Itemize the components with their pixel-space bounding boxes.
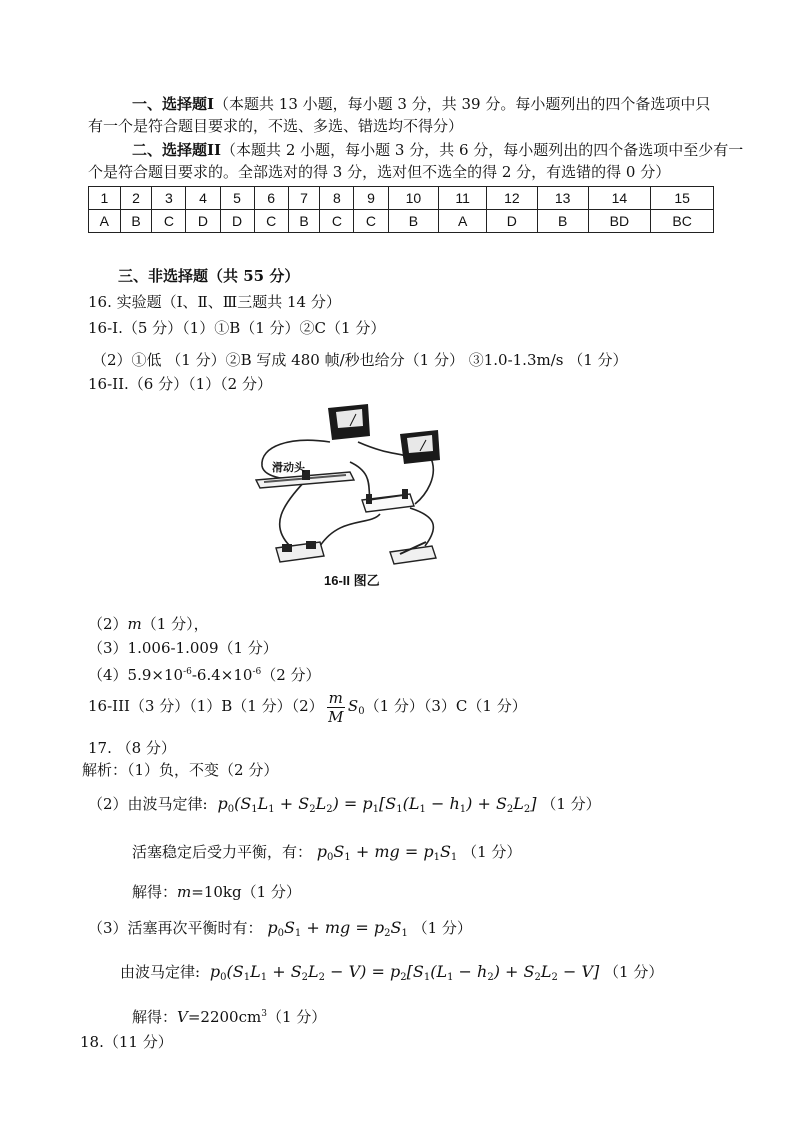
answer-choice-cell: C — [320, 210, 354, 233]
meter-2-icon — [400, 430, 440, 464]
q17-a2-equation: $p_0(S_1L_1 + S_2L_2) = p_1[S_1(L_1 - h_1) + S_2L_2]$ — [212, 794, 537, 815]
q17-answer-2 — [88, 794, 601, 820]
section-2-desc-line2: 个是符合题目要求的。全部选对的得 3 分，选对但不选全的得 2 分，有选错的得 0 分） — [88, 163, 671, 181]
q17-a7-score: （1 分） — [266, 1008, 327, 1026]
q17-answer-6 — [120, 962, 663, 988]
answer-number-cell: 6 — [254, 187, 288, 210]
answer-table-number-row — [89, 187, 714, 210]
wire-5 — [320, 514, 380, 546]
answer-choice-cell: C — [354, 210, 388, 233]
meter-1-icon — [328, 404, 370, 440]
answer-choice-cell: C — [254, 210, 288, 233]
q16-iii-s-sub: 0 — [358, 706, 365, 717]
wire-7 — [415, 456, 433, 504]
wire-6 — [410, 508, 433, 546]
answer-choice-cell: A — [439, 210, 487, 233]
answer-number-cell: 7 — [288, 187, 320, 210]
q17-a3-equation: $p_0S_1$ + mg = $p_1S_1$ — [316, 842, 458, 863]
q16-ii-2-var: m — [127, 615, 142, 633]
switch-icon — [390, 542, 436, 564]
answer-number-cell: 11 — [439, 187, 487, 210]
circuit-diagram — [250, 396, 450, 568]
battery-icon — [276, 541, 324, 562]
q17-a2-label: （2）由波马定律: — [88, 795, 208, 813]
q16-i-line1: 16-I.（5 分）（1）①B（1 分）②C（1 分） — [88, 319, 386, 337]
answer-number-cell: 3 — [152, 187, 186, 210]
section-1-desc-line1: （本题共 13 小题，每小题 3 分，共 39 分。每小题列出的四个备选项中只 — [214, 95, 711, 113]
answer-number-cell: 14 — [588, 187, 651, 210]
answer-table-choice-row — [89, 210, 714, 233]
q17-a7-var: V — [177, 1008, 188, 1026]
q17-a3-label: 活塞稳定后受力平衡，有： — [132, 843, 313, 861]
q17-answer-4 — [132, 882, 301, 902]
q17-answer-1: 解析：（1）负，不变（2 分） — [82, 761, 279, 779]
q16-iii-s: S — [347, 697, 359, 715]
answer-number-cell: 10 — [388, 187, 439, 210]
answer-number-cell: 12 — [486, 187, 537, 210]
answer-choice-cell: B — [120, 210, 152, 233]
q17-a5-equation: $p_0S_1$ + mg = $p_2S_1$ — [267, 918, 408, 939]
section-3-title: 三、非选择题（共 55 分） — [118, 267, 300, 285]
q17-a2-score: （1 分） — [541, 795, 601, 813]
figure-caption: 16-II 图乙 — [324, 573, 380, 588]
answer-choice-cell: B — [288, 210, 320, 233]
fraction-numerator: m — [328, 688, 343, 707]
answer-number-cell: 1 — [89, 187, 121, 210]
section-2-heading — [132, 140, 743, 160]
q17-answer-3 — [132, 842, 521, 868]
q16-ii-line1: 16-II.（6 分）（1）（2 分） — [88, 375, 272, 393]
answer-table — [88, 186, 714, 233]
answer-number-cell: 13 — [537, 187, 588, 210]
answer-choice-cell: BD — [588, 210, 651, 233]
section-1-title: 一、选择题I — [132, 95, 215, 113]
q16-ii-2-score: （1 分）， — [141, 615, 209, 633]
q17-a6-score: （1 分） — [604, 963, 664, 981]
q17-a4-var: m — [177, 883, 192, 901]
q16-iii-suffix: （1 分）（3）C（1 分） — [364, 697, 527, 715]
q17-answer-5 — [88, 918, 472, 944]
answer-number-cell: 8 — [320, 187, 354, 210]
answer-number-cell: 15 — [651, 187, 714, 210]
answer-choice-cell: C — [152, 210, 186, 233]
q16-ii-4-score: （2 分） — [261, 666, 321, 684]
answer-number-cell: 5 — [220, 187, 254, 210]
q16-iii — [88, 686, 527, 732]
q17-a4-prefix: 解得： — [132, 883, 178, 901]
answer-choice-cell: BC — [651, 210, 714, 233]
section-2-title: 二、选择题II — [132, 141, 222, 159]
q17-header: 17. （8 分） — [88, 739, 176, 757]
slider-label: 滑动头 — [272, 462, 305, 474]
answer-number-cell: 2 — [120, 187, 152, 210]
q16-ii-4-exp1: -6 — [183, 667, 192, 677]
q18-header: 18.（11 分） — [80, 1033, 173, 1051]
q16-header: 16. 实验题（Ⅰ、Ⅱ、Ⅲ三题共 14 分） — [88, 293, 341, 311]
q16-ii-4 — [88, 662, 321, 685]
answer-number-cell: 4 — [186, 187, 220, 210]
q16-ii-2-prefix: （2） — [88, 615, 128, 633]
q17-answer-7 — [132, 1004, 326, 1027]
q17-a7-value: =2200cm — [187, 1008, 262, 1026]
q16-ii-2 — [88, 614, 209, 634]
answer-choice-cell: D — [186, 210, 220, 233]
q17-a7-exp: 3 — [261, 1009, 267, 1019]
section-2-desc-line1: （本题共 2 小题，每小题 3 分，共 6 分，每小题列出的四个备选项中至少有一 — [221, 141, 744, 159]
q17-a3-score: （1 分） — [462, 843, 522, 861]
section-1-desc-line2: 有一个是符合题目要求的，不选、多选、错选均不得分） — [88, 117, 464, 135]
slide-rheostat-icon — [256, 470, 354, 488]
q16-ii-4-exp2: -6 — [252, 667, 262, 677]
answer-choice-cell: B — [388, 210, 439, 233]
answer-choice-cell: D — [220, 210, 254, 233]
answer-choice-cell: B — [537, 210, 588, 233]
q17-a6-equation: $p_0(S_1L_1 + S_2L_2 - V) = p_2[S_1(L_1 - h_2) + S_2L_2 - V]$ — [204, 962, 600, 983]
q16-i-line2: （2）①低 （1 分）②B 写成 480 帧/秒也给分（1 分） ③1.0-1.3m/s （1 分） — [92, 351, 628, 369]
q16-iii-prefix: 16-III（3 分）（1）B（1 分）（2） — [88, 697, 324, 715]
q17-a7-prefix: 解得： — [132, 1008, 178, 1026]
fraction-denominator: M — [328, 707, 344, 726]
q16-ii-4-prefix: （4）5.9×10 — [88, 666, 184, 684]
q16-iii-fraction — [327, 689, 345, 726]
answer-choice-cell: D — [486, 210, 537, 233]
q17-a5-label: （3）活塞再次平衡时有： — [88, 919, 263, 937]
q17-a5-score: （1 分） — [412, 919, 472, 937]
q17-a4-suffix: =10kg（1 分） — [191, 883, 301, 901]
circuit-figure — [250, 396, 450, 586]
section-1-heading — [132, 94, 710, 114]
q16-ii-4-mid: -6.4×10 — [191, 666, 253, 684]
answer-number-cell: 9 — [354, 187, 388, 210]
answer-choice-cell: A — [89, 210, 121, 233]
q16-ii-3: （3）1.006-1.009（1 分） — [88, 639, 278, 657]
q17-a6-label: 由波马定律: — [120, 963, 201, 981]
